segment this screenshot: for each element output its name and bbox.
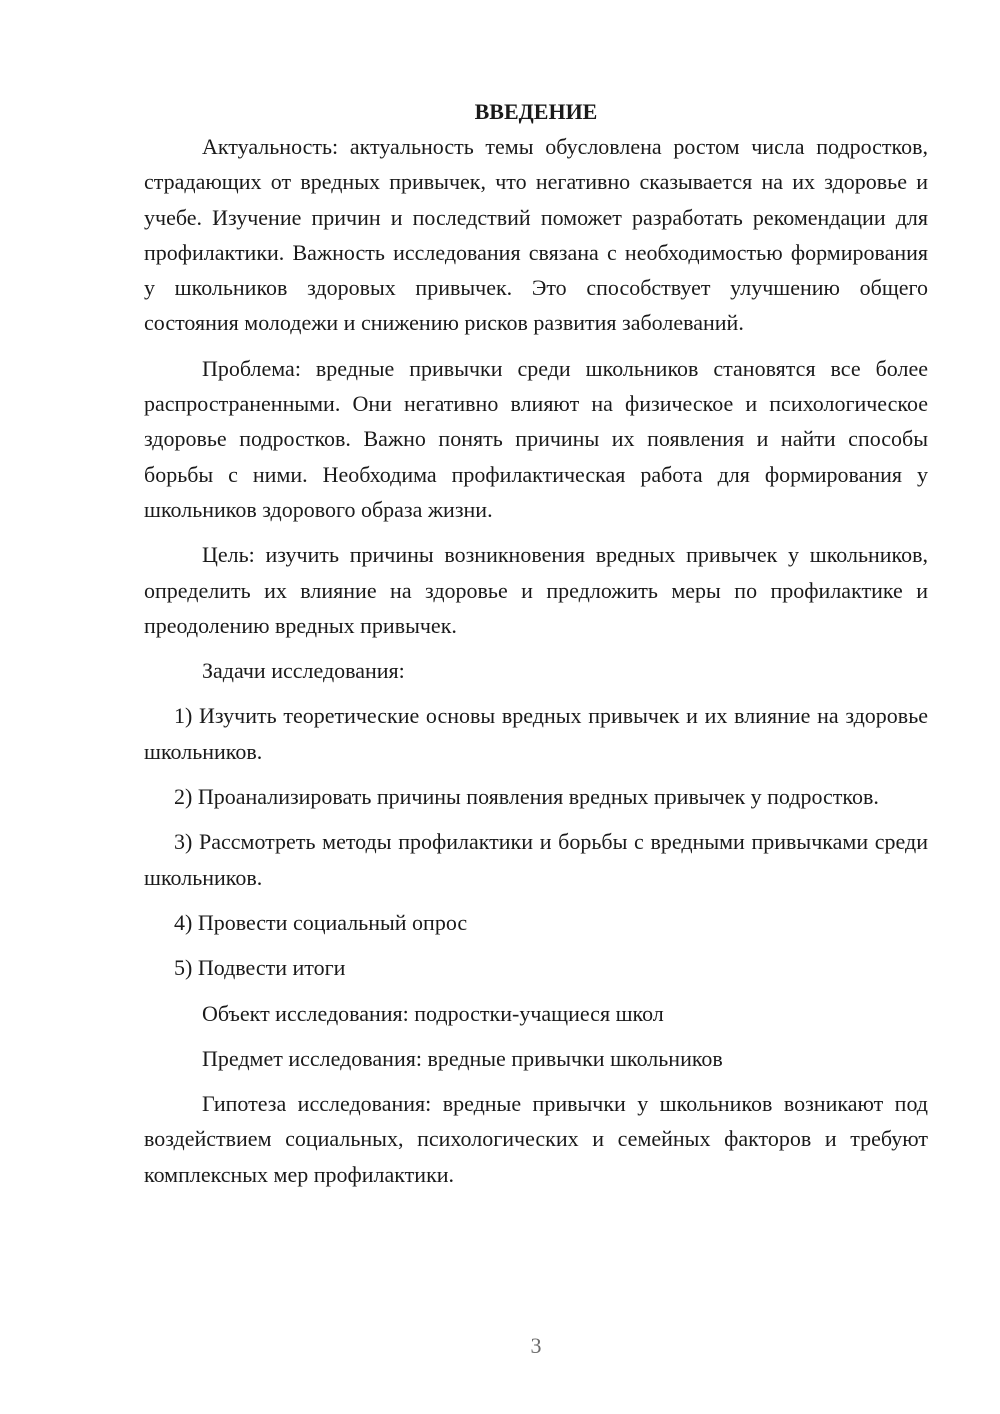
task-item-3: 3) Рассмотреть методы профилактики и борьбы с вредными привычками среди школьников. (144, 829, 928, 890)
relevance-paragraph: Актуальность: актуальность темы обусловлена ростом числа подростков, страдающих от вредных привычек, что негативно сказывается на их здоровье и учебе. Изучение причин и последствий поможет разработать рекомендации для профилактики. Важность исследования связана с необходимостью формирования у школьников здоровых привычек. Это способствует улучшению общего состояния молодежи и снижению рисков развития заболеваний. (144, 134, 928, 336)
hypothesis-paragraph: Гипотеза исследования: вредные привычки у школьников возникают под воздействием социальных, психологических и семейных факторов и требуют комплексных мер профилактики. (144, 1091, 928, 1187)
page-content (144, 94, 928, 1202)
task-item-2: 2) Проанализировать причины появления вредных привычек у подростков. (174, 784, 879, 810)
page-heading: ВВЕДЕНИЕ (474, 99, 598, 124)
goal-paragraph: Цель: изучить причины возникновения вредных привычек у школьников, определить их влияние на здоровье и предложить меры по профилактике и преодолению вредных привычек. (144, 542, 928, 638)
task-item-1: 1) Изучить теоретические основы вредных привычек и их влияние на здоровье школьников. (144, 703, 928, 764)
task-item-4: 4) Провести социальный опрос (174, 909, 468, 935)
page-number: 3 (530, 1333, 542, 1358)
task-item-5: 5) Подвести итоги (174, 955, 346, 981)
problem-paragraph: Проблема: вредные привычки среди школьников становятся все более распространенными. Они негативно влияют на физическое и психологическое здоровье подростков. Важно понять причины их появления и найти способы борьбы с ними. Необходима профилактическая работа для формирования у школьников здорового образа жизни. (144, 355, 928, 522)
research-subject: Предмет исследования: вредные привычки школьников (202, 1045, 723, 1071)
tasks-title: Задачи исследования: (202, 658, 405, 684)
research-object: Объект исследования: подростки-учащиеся школ (202, 1000, 664, 1026)
